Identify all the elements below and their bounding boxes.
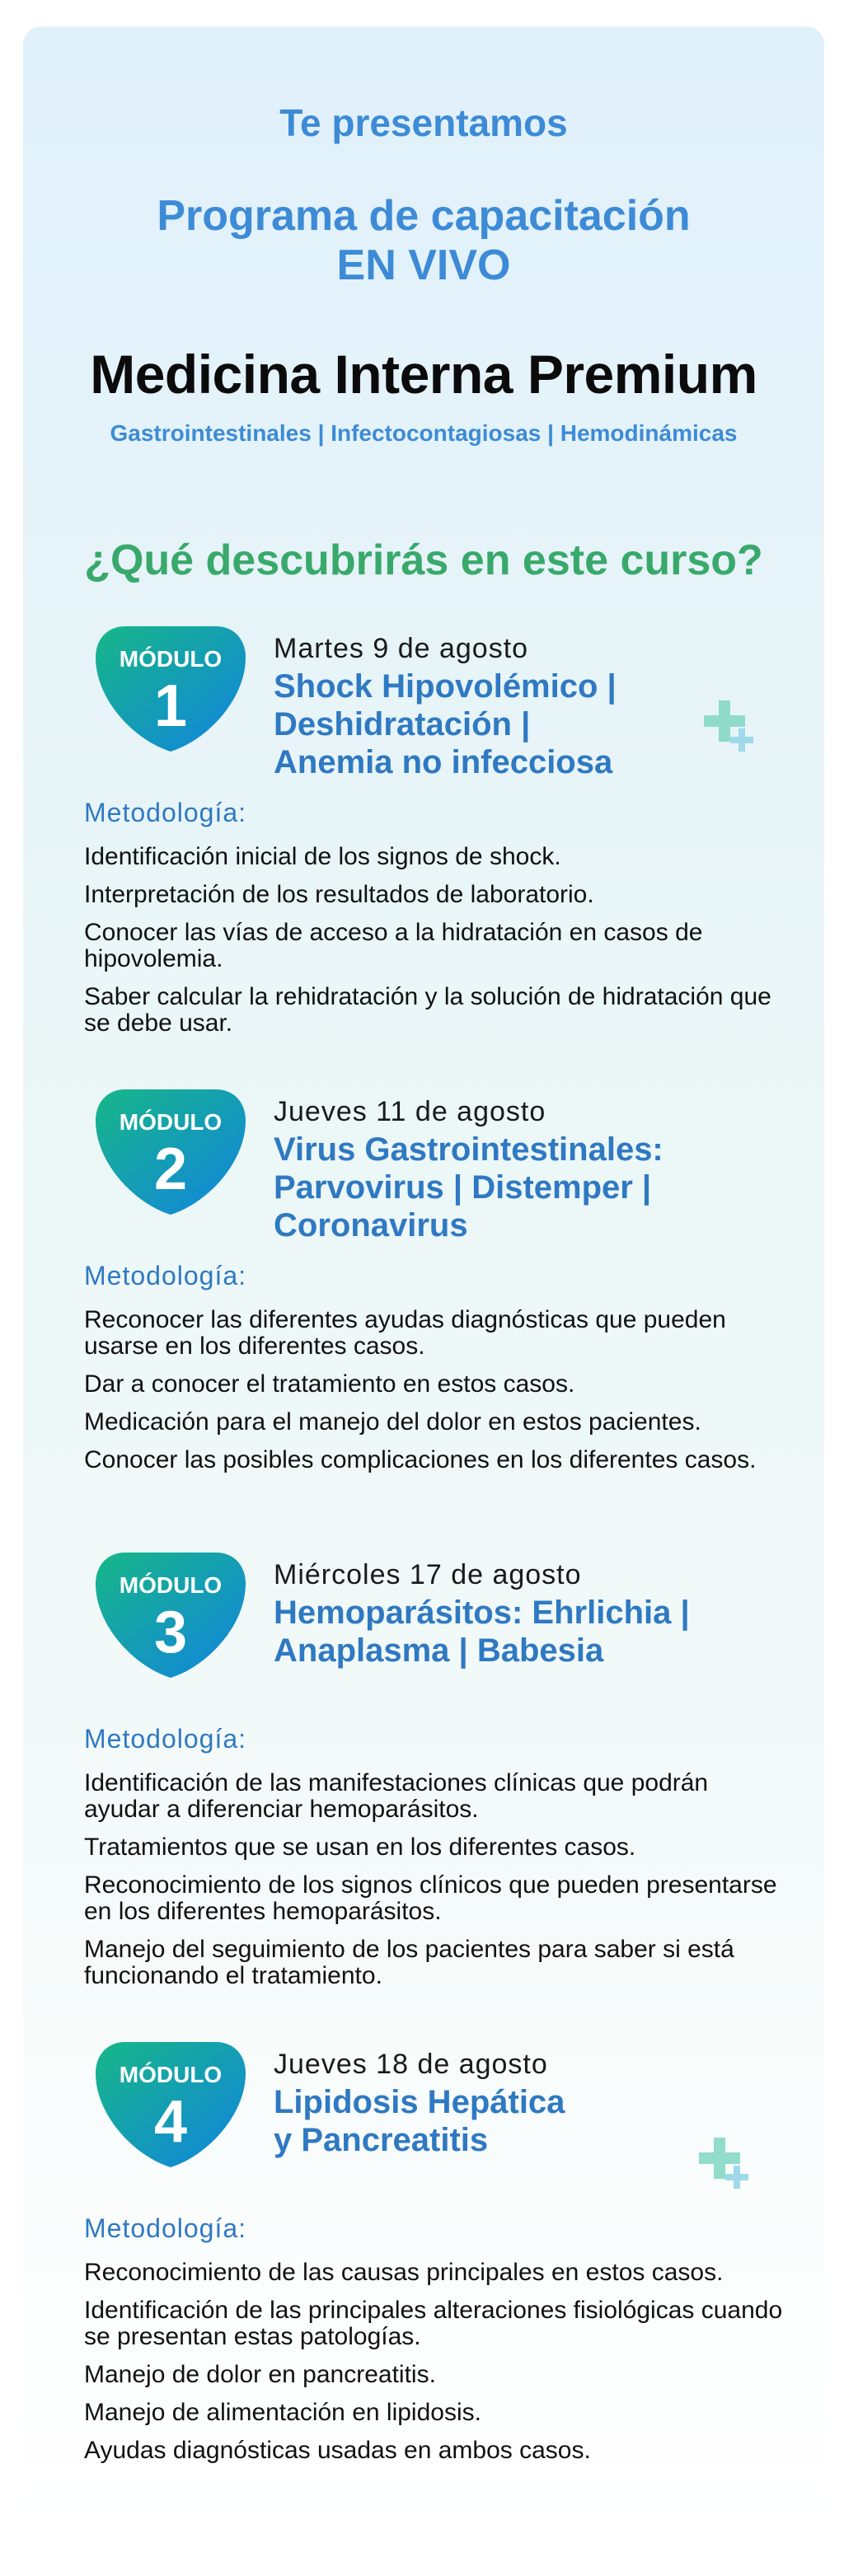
module-number: 3 <box>153 1599 188 1665</box>
module-number: 4 <box>153 2089 188 2155</box>
module-title-line: Anaplasma | Babesia <box>274 1632 604 1669</box>
module-title-line: Shock Hipovolémico | <box>274 668 617 705</box>
section-question: ¿Qué descubrirás en este curso? <box>84 536 763 584</box>
list-item: Interpretación de los resultados de laboratorio. <box>84 881 594 908</box>
list-item: Manejo de alimentación en lipidosis. <box>84 2399 481 2426</box>
module-number: 1 <box>153 673 188 739</box>
module-title-line: Virus Gastrointestinales: <box>274 1131 663 1168</box>
program-line-2: EN VIVO <box>336 241 511 289</box>
methodology-list <box>84 844 785 1048</box>
module-title <box>274 1594 690 1670</box>
methodology-label: Metodología: <box>84 798 247 827</box>
methodology-list <box>84 1770 785 2001</box>
list-item: Reconocimiento de las causas principales en estos casos. <box>84 2259 724 2286</box>
module-date: Martes 9 de agosto <box>274 633 529 664</box>
badge-label: MÓDULO <box>119 646 223 672</box>
topics-subtitle: Gastrointestinales | Infectocontagiosas | Hemodinámicas <box>110 420 738 446</box>
page-title: Medicina Interna Premium <box>90 344 757 405</box>
list-item: Conocer las vías de acceso a la hidratación en casos de hipovolemia. <box>84 919 703 972</box>
badge-label: MÓDULO <box>119 2062 223 2087</box>
methodology-label: Metodología: <box>84 2213 247 2243</box>
methodology-label: Metodología: <box>84 1724 247 1754</box>
list-item: Reconocer las diferentes ayudas diagnósticas que pueden usarse en los diferentes casos. <box>84 1306 726 1360</box>
list-item: Identificación de las principales alteraciones fisiológicas cuando se presentan estas patologías. <box>84 2297 783 2350</box>
module-badge <box>92 625 249 755</box>
module-date: Miércoles 17 de agosto <box>274 1559 582 1590</box>
badge-label: MÓDULO <box>119 1109 223 1135</box>
methodology-label: Metodología: <box>84 1261 247 1290</box>
module-date: Jueves 18 de agosto <box>274 2049 548 2080</box>
list-item: Dar a conocer el tratamiento en estos casos. <box>84 1370 575 1398</box>
list-item: Saber calcular la rehidratación y la solución de hidratación que se debe usar. <box>84 983 771 1037</box>
list-item: Manejo del seguimiento de los pacientes para saber si está funcionando el tratamiento. <box>84 1936 734 1989</box>
module-badge <box>92 1088 249 1218</box>
list-item: Tratamientos que se usan en los diferentes casos. <box>84 1834 636 1861</box>
methodology-list <box>84 2260 785 2475</box>
list-item: Identificación de las manifestaciones clínicas que podrán ayudar a diferenciar hemoparásitos. <box>84 1769 709 1823</box>
module-title-line: Parvovirus | Distemper | <box>274 1169 652 1206</box>
list-item: Manejo de dolor en pancreatitis. <box>84 2361 436 2388</box>
badge-label: MÓDULO <box>119 1572 223 1598</box>
module-title <box>274 1131 663 1244</box>
module-badge <box>92 2040 249 2171</box>
module-number: 2 <box>153 1136 188 1202</box>
program-heading <box>23 191 824 290</box>
list-item: Medicación para el manejo del dolor en estos pacientes. <box>84 1408 701 1436</box>
module-title-line: Deshidratación | <box>274 706 531 742</box>
list-item: Reconocimiento de los signos clínicos que pueden presentarse en los diferentes hemoparásitos. <box>84 1871 777 1925</box>
list-item: Identificación inicial de los signos de shock. <box>84 843 561 870</box>
module-title-line: Hemoparásitos: Ehrlichia | <box>274 1595 690 1631</box>
module-title-line: Lipidosis Hepática <box>274 2084 565 2120</box>
module-date: Jueves 11 de agosto <box>274 1096 546 1127</box>
module-title-line: Anemia no infecciosa <box>274 744 613 780</box>
program-line-1: Programa de capacitación <box>157 192 691 240</box>
intro-text: Te presentamos <box>279 101 568 144</box>
list-item: Conocer las posibles complicaciones en los diferentes casos. <box>84 1446 757 1473</box>
methodology-list <box>84 1307 785 1485</box>
medical-cross-icon <box>702 697 760 755</box>
module-badge <box>92 1551 249 1681</box>
medical-cross-icon <box>697 2134 755 2192</box>
module-title <box>274 2083 565 2159</box>
list-item: Ayudas diagnósticas usadas en ambos casos. <box>84 2437 591 2464</box>
module-title <box>274 667 617 781</box>
module-title-line: Coronavirus <box>274 1207 468 1244</box>
module-title-line: y Pancreatitis <box>274 2122 489 2158</box>
